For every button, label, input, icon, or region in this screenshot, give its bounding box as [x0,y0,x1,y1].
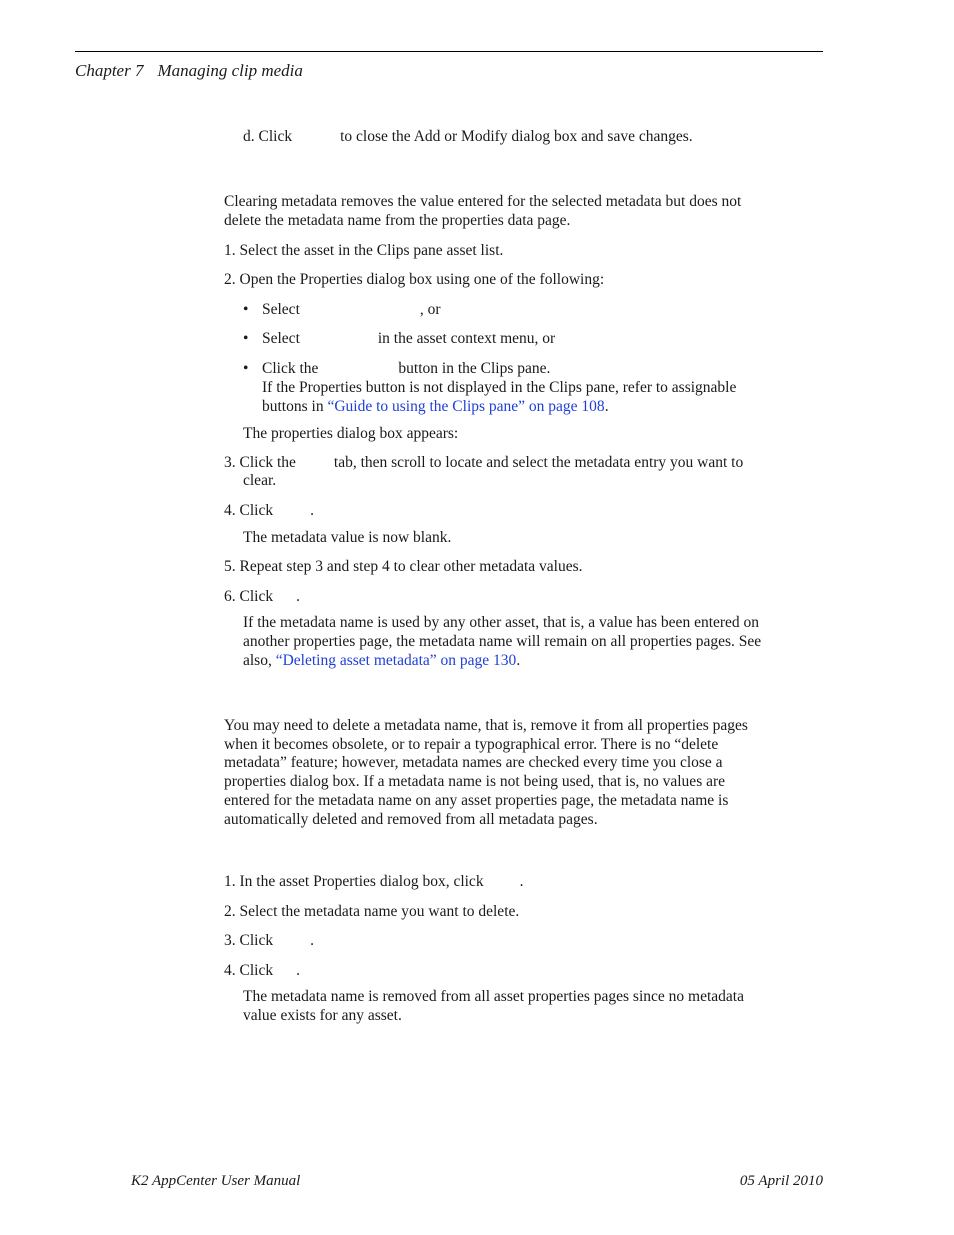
delete-step-2: 2. Select the metadata name you want to delete. [224,903,520,920]
value-blank-text: The metadata value is now blank. [243,529,452,546]
clear-intro-line-1: Clearing metadata removes the value entered for the selected metadata but does not [224,193,742,210]
clear-step-6: 6. Click . [224,588,300,605]
delete-step-1: 1. In the asset Properties dialog box, click . [224,873,524,890]
bullet-3: Click the button in the Clips pane. [262,360,551,377]
delete-intro-line-2: when it becomes obsolete, or to repair a typographical error. There is no “delete [224,736,719,753]
chapter-title: Managing clip media [157,61,303,80]
delete-intro-line-3: metadata” feature; however, metadata names are checked every time you close a [224,754,723,771]
delete-intro-line-6: automatically deleted and removed from all metadata pages. [224,811,598,828]
clear-step-1: 1. Select the asset in the Clips pane asset list. [224,242,504,259]
footer-manual-title: K2 AppCenter User Manual [131,1173,301,1189]
delete-step-4: 4. Click . [224,962,300,979]
footer-date: 05 April 2010 [739,1173,823,1189]
clear-step-4: 4. Click . [224,502,314,519]
guide-clips-pane-link[interactable]: “Guide to using the Clips pane” on page 108 [327,398,605,415]
bullet-dot: • [243,301,249,318]
clear-note-1: If the metadata name is used by any other asset, that is, a value has been entered on [243,614,760,631]
bullet-1: Select , or [262,301,441,318]
clear-step-2: 2. Open the Properties dialog box using one of the following: [224,271,605,288]
clear-note-3: also, “Deleting asset metadata” on page 130. [243,652,521,669]
clear-step-3-cont: clear. [243,472,277,489]
bullet-2: Select in the asset context menu, or [262,330,556,347]
chapter-number: Chapter 7 [75,61,144,80]
step-d: d. Click to close the Add or Modify dialog box and save changes. [243,128,693,145]
header-rule [75,51,823,52]
delete-intro-line-1: You may need to delete a metadata name, that is, remove it from all properties pages [224,717,748,734]
delete-intro-line-5: entered for the metadata name on any asset properties page, the metadata name is [224,792,729,809]
delete-result-2: value exists for any asset. [243,1007,402,1024]
dialog-appears-text: The properties dialog box appears: [243,425,459,442]
delete-result-1: The metadata name is removed from all asset properties pages since no metadata [243,988,744,1005]
clear-intro-line-2: delete the metadata name from the properties data page. [224,212,571,229]
bullet-3-note-1: If the Properties button is not displayed in the Clips pane, refer to assignable [262,379,737,396]
delete-intro-line-4: properties dialog box. If a metadata name is not being used, that is, no values are [224,773,726,790]
clear-step-3: 3. Click the tab, then scroll to locate and select the metadata entry you want to [224,454,744,471]
clear-note-2: another properties page, the metadata name will remain on all properties pages. See [243,633,762,650]
bullet-dot: • [243,360,249,377]
running-header [75,61,303,81]
bullet-3-note-2: buttons in “Guide to using the Clips pane” on page 108. [262,398,609,415]
delete-step-3: 3. Click . [224,932,314,949]
deleting-asset-metadata-link[interactable]: “Deleting asset metadata” on page 130 [275,652,517,669]
clear-step-5: 5. Repeat step 3 and step 4 to clear other metadata values. [224,558,583,575]
bullet-dot: • [243,330,249,347]
